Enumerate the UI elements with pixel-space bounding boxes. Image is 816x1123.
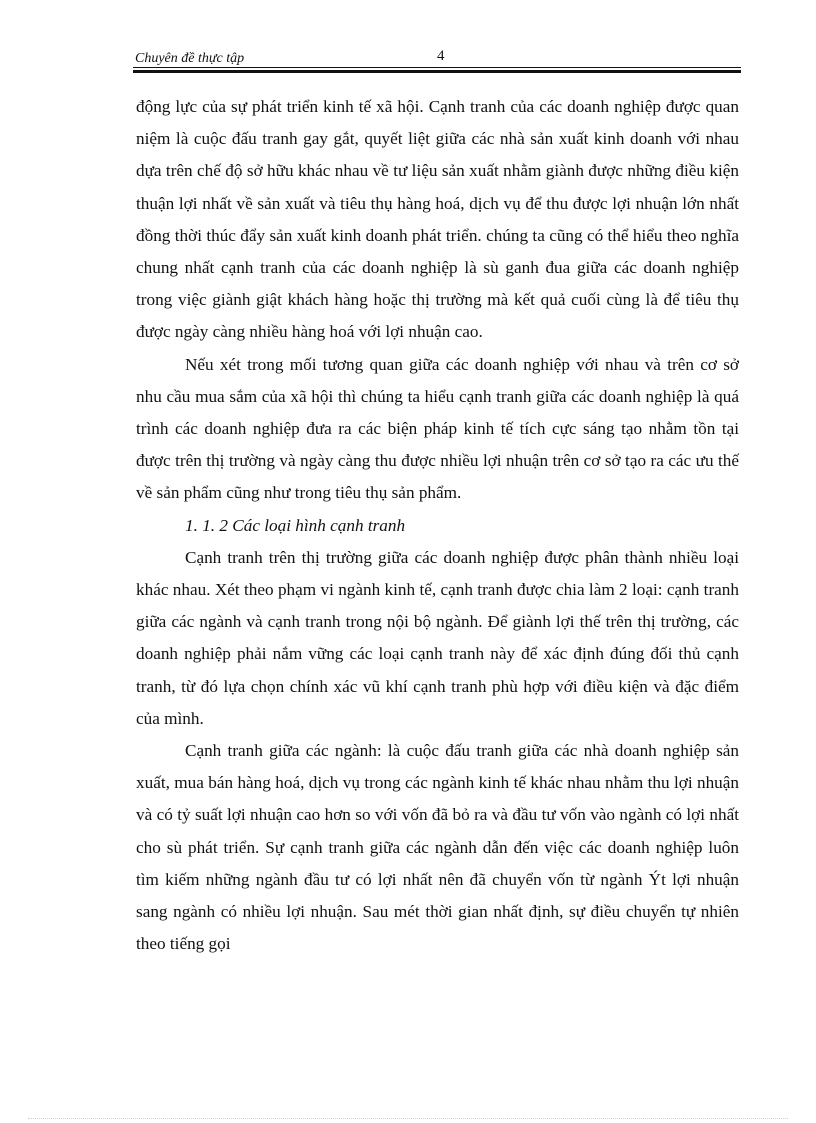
paragraph-3: Cạnh tranh trên thị trường giữa các doanh nghiệp được phân thành nhiều loại khác nhau. Xét theo phạm vi ngành kinh tế, cạnh tranh được chia làm 2 loại: cạnh tranh giữa các ngành và cạnh tranh trong nội bộ ngành. Để giành lợi thế trên thị trường, các doanh nghiệp phải nắm vững các loại cạnh tranh này để xác định đúng đối thủ cạnh tranh, từ đó lựa chọn chính xác vũ khí cạnh tranh phù hợp với điều kiện và đặc điểm của mình. <box>136 547 739 728</box>
paragraph-1: động lực của sự phát triển kinh tế xã hội. Cạnh tranh của các doanh nghiệp được quan niệm là cuộc đấu tranh gay gắt, quyết liệt giữa các nhà sản xuất kinh doanh với nhau dựa trên chế độ sở hữu khác nhau về tư liệu sản xuất nhằm giành được những điều kiện thuận lợi nhất về sản xuất và tiêu thụ hàng hoá, dịch vụ để thu được lợi nhuận lớn nhất đồng thời thúc đẩy sản xuất kinh doanh phát triển. chúng ta cũng có thể hiểu theo nghĩa chung nhất cạnh tranh của các doanh nghiệp là sù ganh đua giữa các doanh nghiệp trong việc giành giật khách hàng hoặc thị trường mà kết quả cuối cùng là để tiêu thụ được ngày càng nhiều hàng hoá với lợi nhuận cao. <box>136 97 739 342</box>
paragraph-2: Nếu xét trong mối tương quan giữa các doanh nghiệp với nhau và trên cơ sở nhu cầu mua sắm của xã hội thì chúng ta hiểu cạnh tranh giữa các doanh nghiệp là quá trình các doanh nghiệp đưa ra các biện pháp kinh tế tích cực sáng tạo nhằm tồn tại được trên thị trường và ngày càng thu được nhiều lợi nhuận trên cơ sở tạo ra các ưu thế về sản phẩm cũng như trong tiêu thụ sản phẩm. <box>136 354 739 503</box>
page-bottom-border <box>28 1118 788 1119</box>
section-heading: 1. 1. 2 Các loại hình cạnh tranh <box>185 515 406 535</box>
document-title: Chuyên đề thực tập <box>135 51 245 66</box>
header-rule-thick <box>133 70 741 73</box>
header-rule-thin <box>133 67 741 68</box>
page-number: 4 <box>437 48 445 64</box>
page-header <box>133 46 741 72</box>
paragraph-4: Cạnh tranh giữa các ngành: là cuộc đấu tranh giữa các nhà doanh nghiệp sản xuất, mua bán hàng hoá, dịch vụ trong các ngành kinh tế khác nhau nhằm thu lợi nhuận và có tỷ suất lợi nhuận cao hơn so với vốn đã bỏ ra và đầu tư vốn vào ngành có lợi nhất cho sù phát triển. Sự cạnh tranh giữa các ngành dẫn đến việc các doanh nghiệp luôn tìm kiếm những ngành đầu tư có lợi nhất nên đã chuyển vốn từ ngành Ýt lợi nhuận sang ngành có nhiều lợi nhuận. Sau mét thời gian nhất định, sự điều chuyển tự nhiên theo tiếng gọi <box>136 741 739 954</box>
page-body <box>136 91 739 960</box>
